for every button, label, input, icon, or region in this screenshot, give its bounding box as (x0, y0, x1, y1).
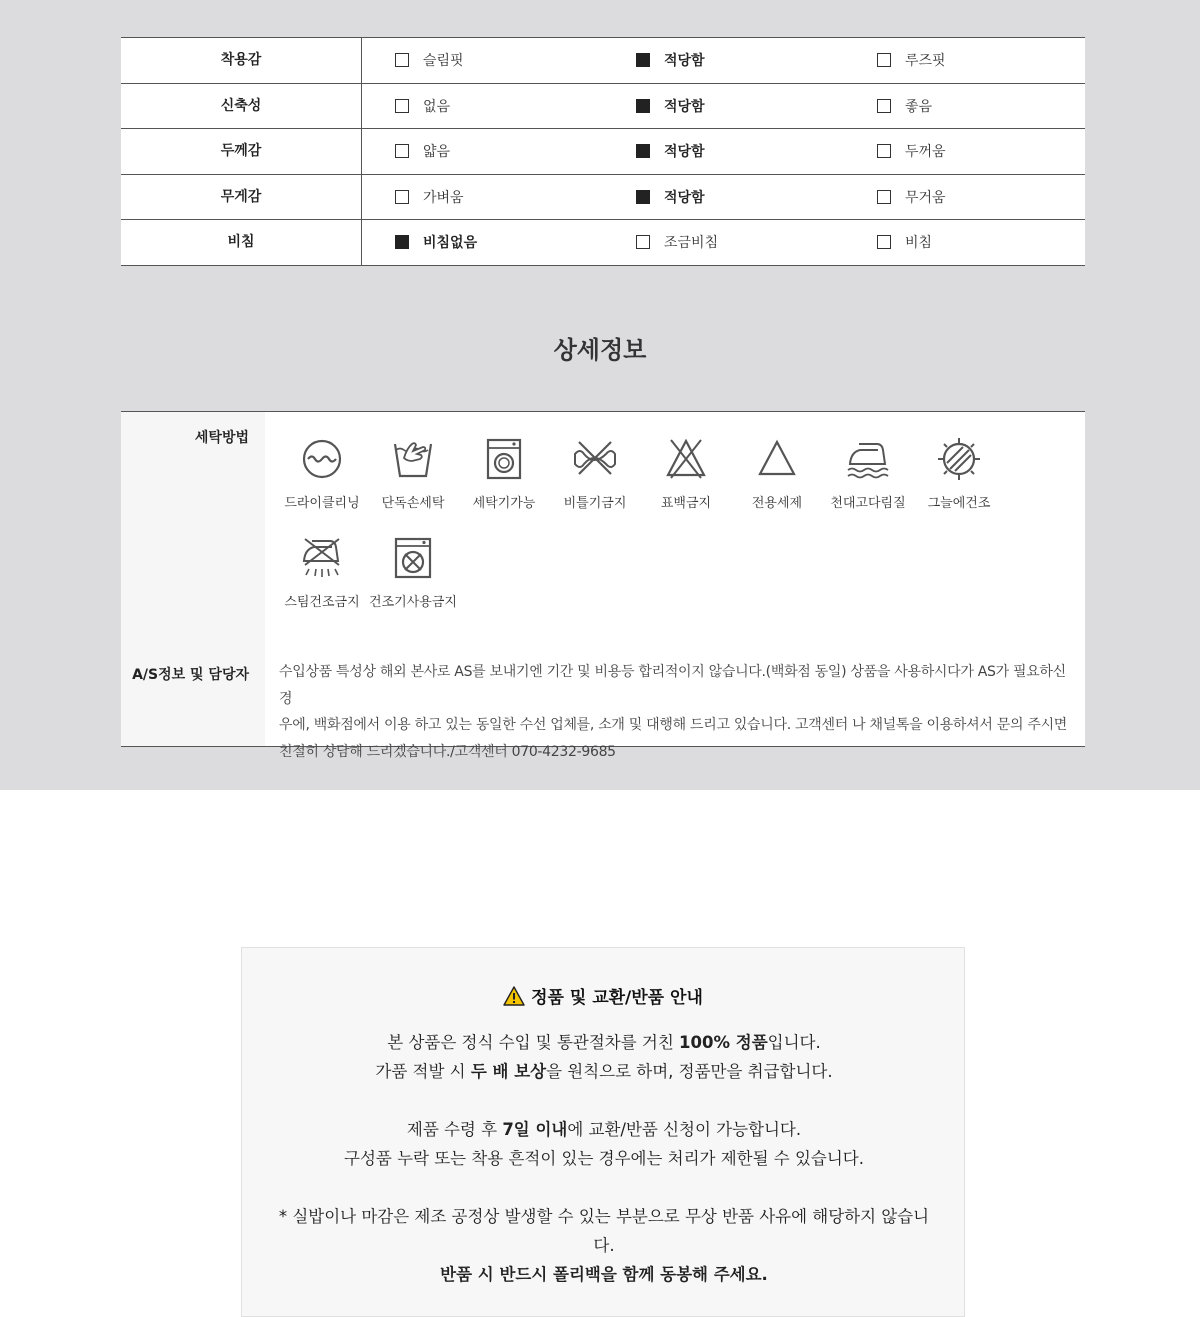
spec-option-label: 루즈핏 (905, 53, 946, 70)
checked-box-icon (395, 235, 409, 249)
wash-caption: 그늘에건조 (927, 496, 991, 511)
wash-item (367, 436, 459, 511)
spec-option (362, 141, 603, 161)
spec-row (121, 84, 1085, 130)
wash-caption: 스팀건조금지 (284, 595, 360, 610)
checked-box-icon (636, 53, 650, 67)
spec-option-label: 가벼움 (423, 189, 464, 206)
spec-option (603, 187, 844, 207)
as-line: 우에, 백화점에서 이용 하고 있는 동일한 수선 업체를, 소개 및 대행해 드리고 있습니다. 고객센터 나 채널톡을 이용하셔서 문의 주시면 (279, 717, 1068, 733)
spec-label: 두께감 (121, 129, 362, 174)
notice-line: * 실밥이나 마감은 제조 공정상 발생할 수 있는 부분으로 무상 반품 사유에 해당하지 않습니 (278, 1207, 930, 1226)
no-steam-icon (299, 535, 345, 581)
wash-item (276, 436, 368, 511)
unchecked-box-icon (395, 53, 409, 67)
no-wring-icon (572, 436, 618, 482)
notice-line: 구성품 누락 또는 착용 흔적이 있는 경우에는 처리가 제한될 수 있습니다. (344, 1149, 864, 1168)
spec-option (603, 50, 844, 70)
wash-method-label: 세탁방법 (194, 430, 249, 446)
spec-option (362, 96, 603, 116)
spec-options (362, 38, 1085, 83)
wash-caption: 표백금지 (660, 496, 712, 511)
spec-option-label: 얇음 (423, 144, 451, 161)
spec-option (844, 96, 1085, 116)
spec-option-label: 좋음 (905, 98, 933, 115)
shade-dry-icon (936, 436, 982, 482)
unchecked-box-icon (877, 190, 891, 204)
spec-option (844, 141, 1085, 161)
wash-item (458, 436, 550, 511)
spec-option-label: 적당함 (664, 144, 705, 161)
notice-line: 반품 시 반드시 폴리백을 함께 동봉해 주세요. (440, 1265, 768, 1284)
spec-option-label: 비침없음 (423, 235, 478, 252)
spec-label: 무게감 (121, 175, 362, 220)
wash-caption: 세탁기가능 (472, 496, 536, 511)
wash-item (549, 436, 641, 511)
wash-caption: 비틀기금지 (563, 496, 627, 511)
notice-line: 본 상품은 정식 수입 및 통관절차를 거친 100% 정품입니다. (387, 1033, 821, 1052)
spec-option (603, 96, 844, 116)
wash-caption: 건조기사용금지 (369, 595, 457, 610)
unchecked-box-icon (395, 99, 409, 113)
wash-item (640, 436, 732, 511)
washing-machine-icon (481, 436, 527, 482)
wash-caption: 전용세제 (751, 496, 803, 511)
as-line: 친절히 상담해 드리겠습니다./고객센터 070-4232-9685 (279, 743, 616, 760)
spec-option-label: 슬림핏 (423, 53, 464, 70)
authenticity-return-notice (241, 947, 965, 1317)
unchecked-box-icon (395, 144, 409, 158)
spec-option-label: 없음 (423, 98, 451, 115)
unchecked-box-icon (877, 235, 891, 249)
unchecked-box-icon (877, 144, 891, 158)
spec-option (603, 232, 844, 252)
detergent-icon (754, 436, 800, 482)
spec-options (362, 129, 1085, 174)
as-line: 수입상품 특성상 해외 본사로 AS를 보내기엔 기간 및 비용등 합리적이지 않습니다.(백화점 동일) 상품을 사용하시다가 AS가 필요하신 경 (279, 664, 1066, 707)
spec-options (362, 175, 1085, 220)
spec-option (603, 141, 844, 161)
wash-caption: 드라이클리닝 (284, 496, 360, 511)
unchecked-box-icon (395, 190, 409, 204)
no-tumble-dry-icon (390, 535, 436, 581)
as-info-label: A/S정보 및 담당자 (132, 667, 249, 683)
wash-item (731, 436, 823, 511)
unchecked-box-icon (877, 53, 891, 67)
dry-clean-icon (299, 436, 345, 482)
wash-caption: 단독손세탁 (381, 496, 445, 511)
spec-option (362, 187, 603, 207)
no-bleach-icon (663, 436, 709, 482)
notice-line: 다. (593, 1236, 615, 1255)
spec-option (362, 232, 603, 252)
spec-label: 비침 (121, 220, 362, 265)
wash-caption: 천대고다림질 (830, 496, 906, 511)
wash-item (822, 436, 914, 511)
checked-box-icon (636, 99, 650, 113)
spec-label: 착용감 (121, 38, 362, 83)
unchecked-box-icon (636, 235, 650, 249)
fit-spec-table (121, 37, 1085, 266)
hand-wash-icon (390, 436, 436, 482)
detail-label-column (121, 412, 265, 746)
spec-option-label: 적당함 (664, 98, 705, 115)
spec-row (121, 220, 1085, 266)
wash-item (276, 535, 368, 610)
spec-option (844, 232, 1085, 252)
notice-body (262, 1028, 946, 1289)
spec-row (121, 38, 1085, 84)
spec-row (121, 175, 1085, 221)
spec-option-label: 조금비침 (664, 235, 719, 252)
spec-option-label: 무거움 (905, 189, 946, 206)
spec-option-label: 두꺼움 (905, 144, 946, 161)
spec-option (844, 50, 1085, 70)
spec-label: 신축성 (121, 84, 362, 129)
spec-option (362, 50, 603, 70)
wash-item (913, 436, 1005, 511)
spec-option (844, 187, 1085, 207)
spec-row (121, 129, 1085, 175)
spec-options (362, 84, 1085, 129)
detail-table (121, 411, 1085, 760)
notice-line: 제품 수령 후 7일 이내에 교환/반품 신청이 가능합니다. (406, 1120, 802, 1139)
checked-box-icon (636, 190, 650, 204)
unchecked-box-icon (877, 99, 891, 113)
detail-title: 상세정보 (553, 336, 647, 364)
notice-title-text: 정품 및 교환/반품 안내 (531, 988, 703, 1008)
spec-option-label: 비침 (905, 235, 933, 252)
checked-box-icon (636, 144, 650, 158)
spec-option-label: 적당함 (664, 189, 705, 206)
notice-title (242, 983, 964, 1008)
spec-options (362, 220, 1085, 265)
wash-item (367, 535, 459, 610)
warning-icon (503, 986, 525, 1006)
as-info-text (279, 659, 1074, 765)
spec-option-label: 적당함 (664, 53, 705, 70)
notice-line: 가품 적발 시 두 배 보상을 원칙으로 하며, 정품만을 취급합니다. (375, 1062, 833, 1081)
iron-cloth-icon (845, 436, 891, 482)
